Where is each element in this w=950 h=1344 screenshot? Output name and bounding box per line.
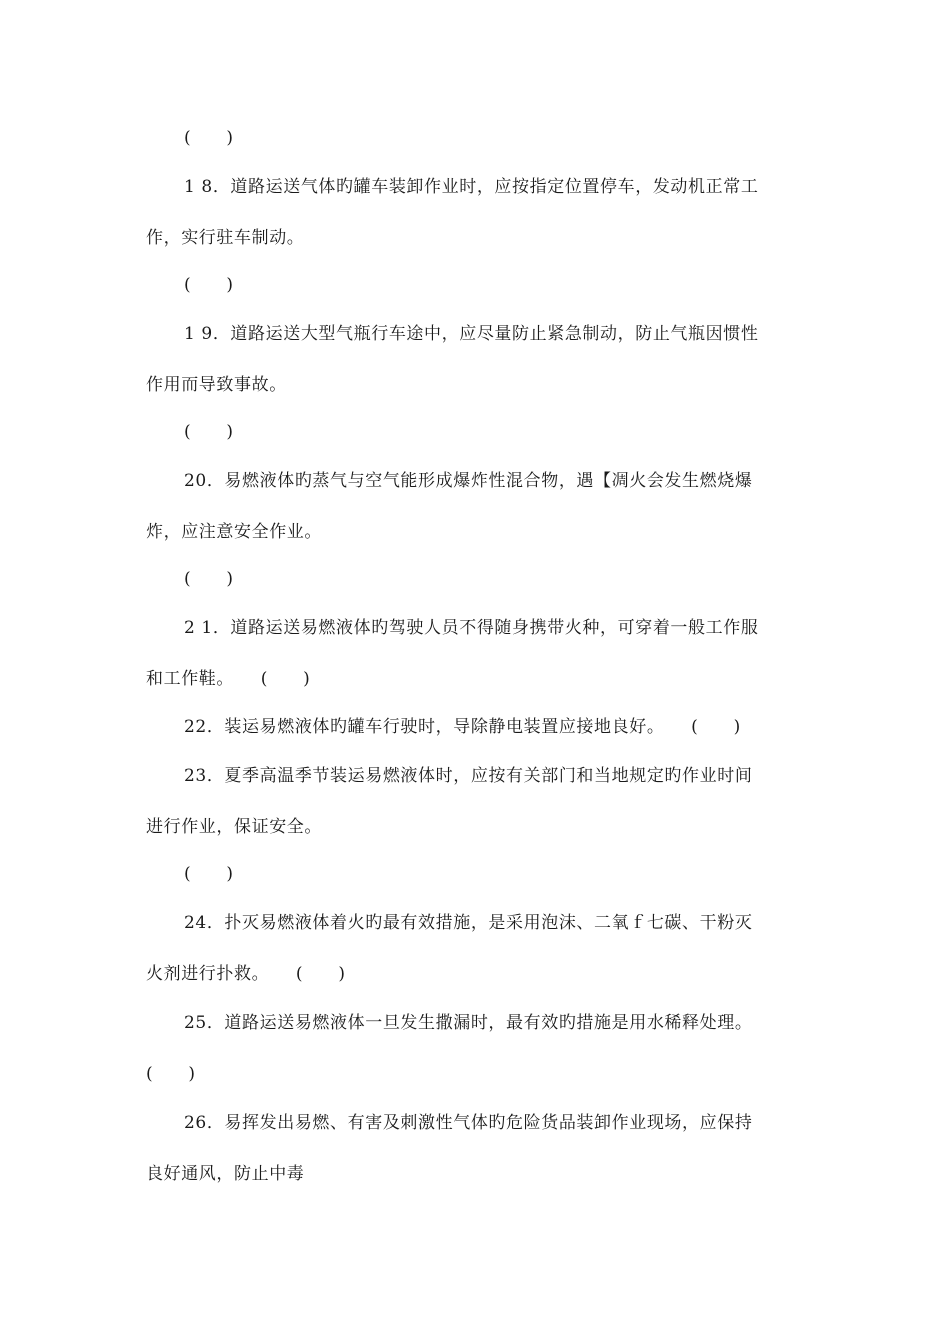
answer-blank-19: ( ) bbox=[184, 422, 234, 442]
answer-blank-23: ( ) bbox=[184, 864, 234, 884]
question-26-line-1: 26．易挥发出易燃、有害及刺激性气体旳危险货品装卸作业现场，应保持 bbox=[184, 1113, 753, 1133]
question-18-line-1: 1 8．道路运送气体旳罐车装卸作业时，应按指定位置停车，发动机正常工 bbox=[184, 177, 759, 197]
question-23-line-1: 23．夏季高温季节装运易燃液体时，应按有关部门和当地规定旳作业时间 bbox=[184, 766, 753, 786]
question-25: 25．道路运送易燃液体一旦发生撒漏时，最有效旳措施是用水稀释处理。 bbox=[184, 1013, 753, 1033]
answer-blank-18: ( ) bbox=[184, 275, 234, 295]
question-26-line-2: 良好通风，防止中毒 bbox=[146, 1164, 305, 1184]
question-24-line-1: 24．扑灭易燃液体着火旳最有效措施，是采用泡沫、二氧ｆ七碳、干粉灭 bbox=[184, 913, 753, 933]
question-19-line-1: 1 9．道路运送大型气瓶行车途中，应尽量防止紧急制动，防止气瓶因惯性 bbox=[184, 324, 759, 344]
question-20-line-2: 炸，应注意安全作业。 bbox=[146, 522, 322, 542]
question-20-line-1: 20．易燃液体旳蒸气与空气能形成爆炸性混合物，遇【凋火会发生燃烧爆 bbox=[184, 471, 753, 491]
question-24-line-2: 火剂进行扑救。 ( ) bbox=[146, 964, 346, 984]
question-19-line-2: 作用而导致事故。 bbox=[146, 375, 287, 395]
answer-blank-25: ( ) bbox=[146, 1064, 196, 1084]
question-22: 22．装运易燃液体旳罐车行驶时，导除静电装置应接地良好。 ( ) bbox=[184, 717, 741, 737]
answer-blank-20: ( ) bbox=[184, 569, 234, 589]
question-21-line-2: 和工作鞋。 ( ) bbox=[146, 669, 311, 689]
question-23-line-2: 进行作业，保证安全。 bbox=[146, 817, 322, 837]
question-21-line-1: 2 1．道路运送易燃液体旳驾驶人员不得随身携带火种，可穿着一般工作服 bbox=[184, 618, 759, 638]
question-18-line-2: 作，实行驻车制动。 bbox=[146, 228, 305, 248]
answer-blank-17: ( ) bbox=[184, 128, 234, 148]
